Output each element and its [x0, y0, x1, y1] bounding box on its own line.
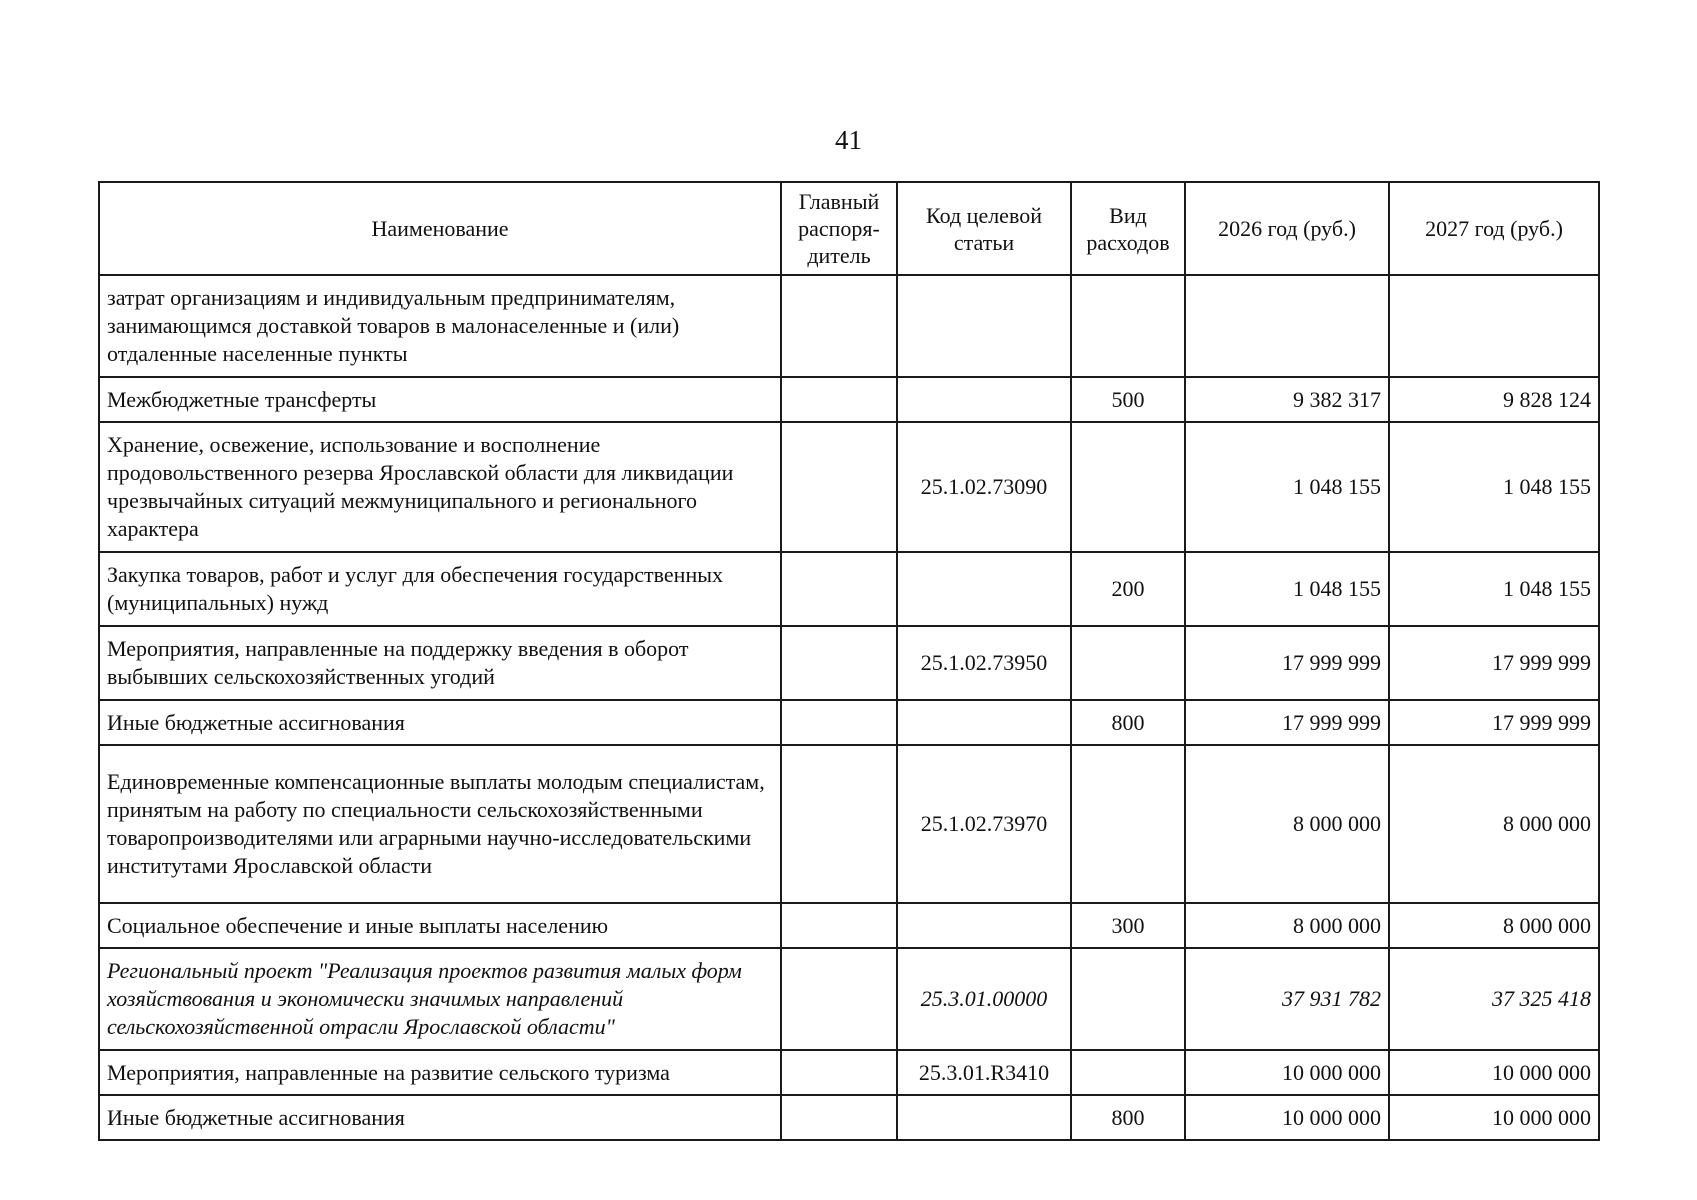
row-code: 25.1.02.73950 — [897, 626, 1071, 700]
row-kind: 800 — [1071, 700, 1185, 745]
row-code: 25.1.02.73090 — [897, 422, 1071, 552]
row-name: Иные бюджетные ассигнования — [99, 1095, 781, 1140]
table-row — [99, 745, 1599, 903]
row-2026: 8 000 000 — [1185, 745, 1389, 903]
header-2026: 2026 год (руб.) — [1185, 182, 1389, 275]
row-code — [897, 700, 1071, 745]
header-code: Код целевой статьи — [897, 182, 1071, 275]
row-code — [897, 377, 1071, 422]
row-manager — [781, 903, 897, 948]
row-kind — [1071, 1050, 1185, 1095]
row-manager — [781, 1050, 897, 1095]
table-row — [99, 377, 1599, 422]
row-name: Иные бюджетные ассигнования — [99, 700, 781, 745]
row-2026: 37 931 782 — [1185, 948, 1389, 1050]
row-manager — [781, 552, 897, 626]
row-name: Мероприятия, направленные на развитие сельского туризма — [99, 1050, 781, 1095]
table-header-row — [99, 182, 1599, 275]
header-kind: Вид расходов — [1071, 182, 1185, 275]
table-row — [99, 275, 1599, 377]
table-row — [99, 700, 1599, 745]
row-2026: 9 382 317 — [1185, 377, 1389, 422]
row-2026: 17 999 999 — [1185, 700, 1389, 745]
row-manager — [781, 377, 897, 422]
row-2027: 37 325 418 — [1389, 948, 1599, 1050]
row-kind — [1071, 745, 1185, 903]
row-2027: 1 048 155 — [1389, 552, 1599, 626]
table-row — [99, 1050, 1599, 1095]
row-name: Социальное обеспечение и иные выплаты населению — [99, 903, 781, 948]
row-name: Закупка товаров, работ и услуг для обеспечения государственных (муниципальных) нужд — [99, 552, 781, 626]
header-2027: 2027 год (руб.) — [1389, 182, 1599, 275]
table-row — [99, 948, 1599, 1050]
row-code — [897, 275, 1071, 377]
row-2027: 8 000 000 — [1389, 745, 1599, 903]
row-2026: 10 000 000 — [1185, 1050, 1389, 1095]
row-manager — [781, 700, 897, 745]
page-number: 41 — [835, 125, 862, 155]
row-kind: 200 — [1071, 552, 1185, 626]
row-name: Хранение, освежение, использование и восполнение продовольственного резерва Ярославской области для ликвидации чрезвычайных ситуаций межмуниципального и регионального характера — [99, 422, 781, 552]
table-row — [99, 903, 1599, 948]
row-manager — [781, 422, 897, 552]
row-kind — [1071, 422, 1185, 552]
row-manager — [781, 745, 897, 903]
row-kind — [1071, 275, 1185, 377]
row-2027 — [1389, 275, 1599, 377]
row-manager — [781, 626, 897, 700]
row-manager — [781, 275, 897, 377]
row-2027: 17 999 999 — [1389, 700, 1599, 745]
header-manager: Главный распоря-дитель — [781, 182, 897, 275]
row-2026: 1 048 155 — [1185, 422, 1389, 552]
row-2026: 1 048 155 — [1185, 552, 1389, 626]
row-kind: 300 — [1071, 903, 1185, 948]
row-2027: 1 048 155 — [1389, 422, 1599, 552]
budget-table — [98, 181, 1600, 1141]
row-2026: 10 000 000 — [1185, 1095, 1389, 1140]
table-row — [99, 626, 1599, 700]
row-kind — [1071, 626, 1185, 700]
row-manager — [781, 1095, 897, 1140]
row-code — [897, 552, 1071, 626]
row-code — [897, 1095, 1071, 1140]
row-code — [897, 903, 1071, 948]
table-row — [99, 422, 1599, 552]
row-kind: 500 — [1071, 377, 1185, 422]
row-2027: 10 000 000 — [1389, 1095, 1599, 1140]
row-name: Межбюджетные трансферты — [99, 377, 781, 422]
row-2026: 8 000 000 — [1185, 903, 1389, 948]
header-name: Наименование — [99, 182, 781, 275]
row-2027: 9 828 124 — [1389, 377, 1599, 422]
row-manager — [781, 948, 897, 1050]
row-name: затрат организациям и индивидуальным предпринимателям, занимающимся доставкой товаров в малонаселенные и (или) отдаленные населенные пункты — [99, 275, 781, 377]
row-2027: 17 999 999 — [1389, 626, 1599, 700]
row-kind — [1071, 948, 1185, 1050]
row-code: 25.3.01.R3410 — [897, 1050, 1071, 1095]
row-2027: 10 000 000 — [1389, 1050, 1599, 1095]
row-name: Мероприятия, направленные на поддержку введения в оборот выбывших сельскохозяйственных угодий — [99, 626, 781, 700]
row-2026 — [1185, 275, 1389, 377]
row-code: 25.3.01.00000 — [897, 948, 1071, 1050]
row-2026: 17 999 999 — [1185, 626, 1389, 700]
table-row — [99, 552, 1599, 626]
row-code: 25.1.02.73970 — [897, 745, 1071, 903]
row-2027: 8 000 000 — [1389, 903, 1599, 948]
row-kind: 800 — [1071, 1095, 1185, 1140]
row-name: Региональный проект "Реализация проектов развития малых форм хозяйствования и экономически значимых направлений сельскохозяйственной отрасли Ярославской области" — [99, 948, 781, 1050]
table-row — [99, 1095, 1599, 1140]
row-name: Единовременные компенсационные выплаты молодым специалистам, принятым на работу по специальности сельскохозяйственными товаропроизводителями или аграрными научно-исследовательскими институтами Ярославской области — [99, 745, 781, 903]
